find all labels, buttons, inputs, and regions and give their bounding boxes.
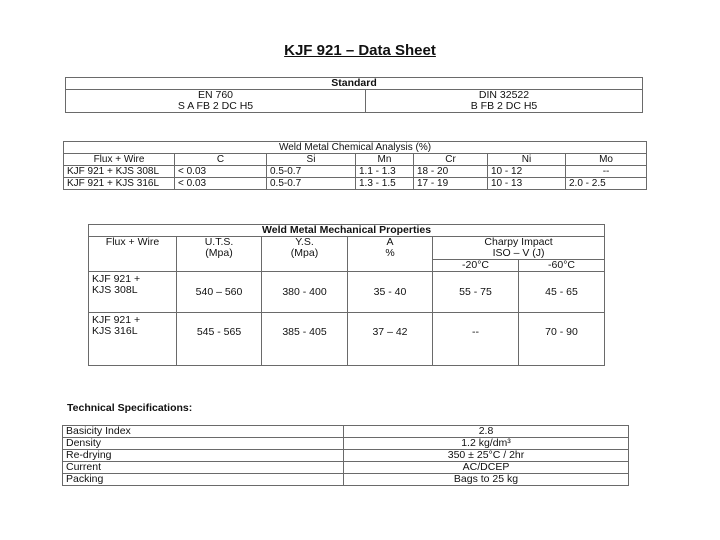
column-header xyxy=(177,237,262,272)
mechanical-properties-table xyxy=(88,224,605,366)
table-row xyxy=(63,474,629,486)
table-cell: 380 - 400 xyxy=(262,272,348,313)
table-cell: 545 - 565 xyxy=(177,313,262,366)
table-cell: 10 - 12 xyxy=(488,166,566,178)
table-cell: 17 - 19 xyxy=(414,178,488,190)
standard-table xyxy=(65,77,643,113)
table-cell: 385 - 405 xyxy=(262,313,348,366)
column-header: C xyxy=(175,154,267,166)
flux-wire-line2: KJS 308L xyxy=(92,284,138,296)
table-cell: 70 - 90 xyxy=(519,313,605,366)
table-cell: 2.0 - 2.5 xyxy=(566,178,647,190)
ys-unit: (Mpa) xyxy=(290,247,319,259)
table-cell: 1.1 - 1.3 xyxy=(356,166,414,178)
a-header: A xyxy=(386,236,394,248)
uts-unit: (Mpa) xyxy=(205,247,233,259)
temp-header: -20°C xyxy=(433,260,519,272)
table-cell: KJF 921 + KJS 308L xyxy=(64,166,175,178)
column-header xyxy=(348,237,433,272)
standard-din-label: DIN 32522 xyxy=(366,90,643,102)
chemical-analysis-table xyxy=(63,141,647,190)
table-row xyxy=(63,426,629,438)
charpy-header: Charpy Impact xyxy=(484,236,553,248)
table-cell: < 0.03 xyxy=(175,178,267,190)
table-row xyxy=(64,166,647,178)
table-cell: 540 – 560 xyxy=(177,272,262,313)
column-header xyxy=(89,237,177,272)
column-header xyxy=(433,237,605,260)
a-unit: % xyxy=(385,247,395,259)
mechanical-heading: Weld Metal Mechanical Properties xyxy=(89,225,605,237)
standard-din-value: B FB 2 DC H5 xyxy=(366,101,643,113)
table-row xyxy=(89,272,605,313)
chemical-heading: Weld Metal Chemical Analysis (%) xyxy=(64,142,647,154)
table-cell: 18 - 20 xyxy=(414,166,488,178)
spec-label: Re-drying xyxy=(63,450,344,462)
table-cell: 0.5-0.7 xyxy=(267,178,356,190)
flux-wire-line1: KJF 921 + xyxy=(92,314,141,326)
table-row xyxy=(63,450,629,462)
table-cell xyxy=(89,272,177,313)
table-row xyxy=(63,462,629,474)
table-cell: 1.3 - 1.5 xyxy=(356,178,414,190)
table-row xyxy=(63,438,629,450)
column-header: Cr xyxy=(414,154,488,166)
temp-header: -60°C xyxy=(519,260,605,272)
table-cell: 45 - 65 xyxy=(519,272,605,313)
column-header: Mo xyxy=(566,154,647,166)
column-header xyxy=(262,237,348,272)
table-cell: 37 – 42 xyxy=(348,313,433,366)
table-row xyxy=(64,154,647,166)
table-cell: < 0.03 xyxy=(175,166,267,178)
table-cell: -- xyxy=(566,166,647,178)
spec-label: Density xyxy=(63,438,344,450)
table-cell: KJF 921 + KJS 316L xyxy=(64,178,175,190)
spec-label: Basicity Index xyxy=(63,426,344,438)
spec-label: Current xyxy=(63,462,344,474)
column-header: Flux + Wire xyxy=(64,154,175,166)
flux-wire-line1: KJF 921 + xyxy=(92,273,141,285)
column-header: Ni xyxy=(488,154,566,166)
table-cell: -- xyxy=(433,313,519,366)
column-header: Si xyxy=(267,154,356,166)
flux-wire-header: Flux + Wire xyxy=(105,236,160,248)
page-title: KJF 921 – Data Sheet xyxy=(284,42,436,59)
spec-value: 2.8 xyxy=(344,426,629,438)
technical-specs-table xyxy=(62,425,629,486)
table-row xyxy=(89,237,605,260)
table-row xyxy=(89,313,605,366)
technical-heading: Technical Specifications: xyxy=(67,402,193,414)
spec-value: Bags to 25 kg xyxy=(344,474,629,486)
uts-header: U.T.S. xyxy=(204,236,234,248)
standard-en-value: S A FB 2 DC H5 xyxy=(66,101,366,113)
table-cell: 0.5-0.7 xyxy=(267,166,356,178)
spec-label: Packing xyxy=(63,474,344,486)
standard-heading: Standard xyxy=(66,78,643,90)
flux-wire-line2: KJS 316L xyxy=(92,325,138,337)
table-cell: 35 - 40 xyxy=(348,272,433,313)
standard-en-label: EN 760 xyxy=(66,90,366,102)
spec-value: 350 ± 25°C / 2hr xyxy=(344,450,629,462)
charpy-subheader: ISO – V (J) xyxy=(492,247,545,259)
spec-value: AC/DCEP xyxy=(344,462,629,474)
table-cell: 55 - 75 xyxy=(433,272,519,313)
column-header: Mn xyxy=(356,154,414,166)
table-cell: 10 - 13 xyxy=(488,178,566,190)
table-row xyxy=(64,178,647,190)
spec-value: 1.2 kg/dm³ xyxy=(344,438,629,450)
ys-header: Y.S. xyxy=(295,236,314,248)
table-cell xyxy=(89,313,177,366)
